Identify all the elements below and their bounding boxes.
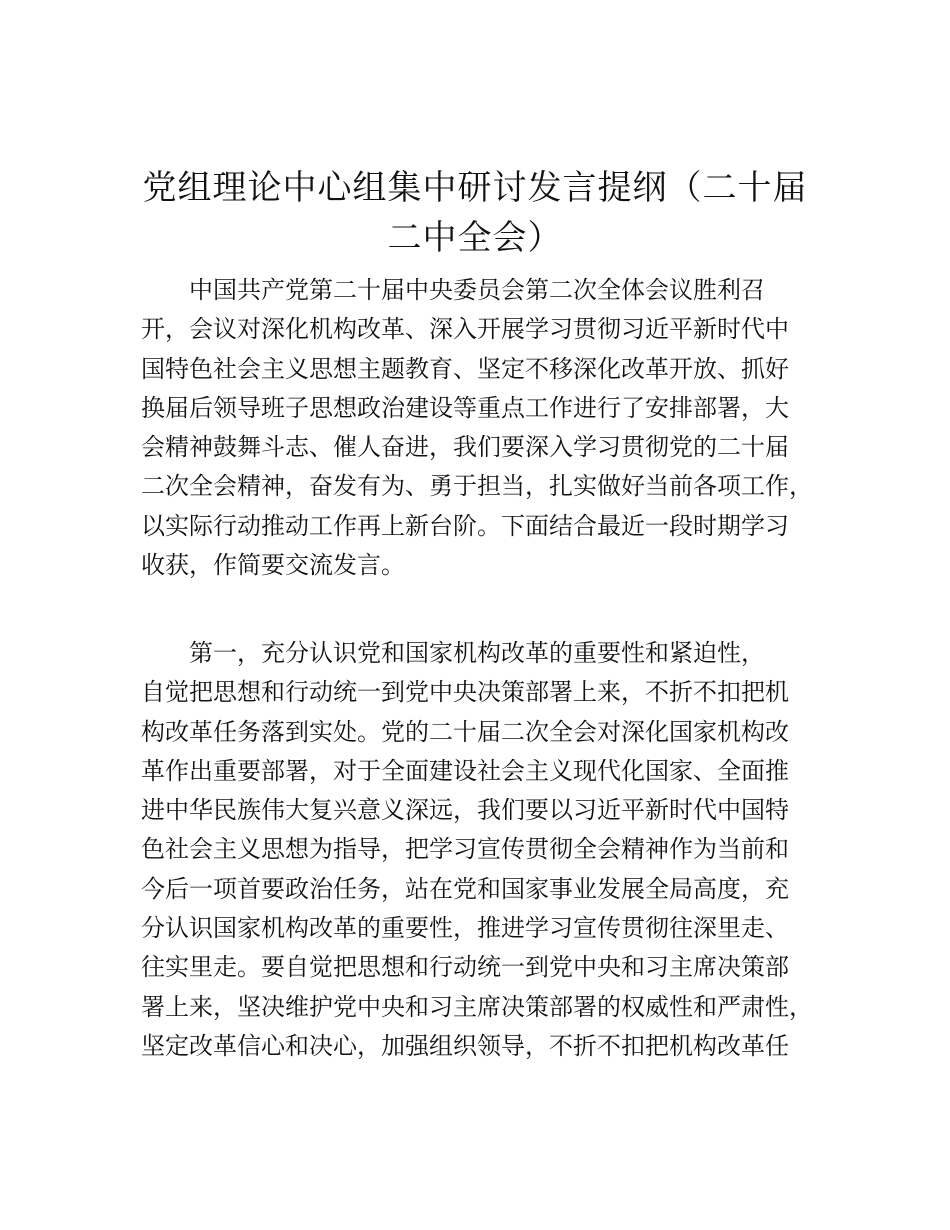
- paragraph-line: 色社会主义思想为指导，把学习宣传贯彻全会精神作为当前和: [141, 835, 789, 864]
- paragraph-line: 分认识国家机构改革的重要性，推进学习宣传贯彻往深里走、: [141, 914, 789, 943]
- paragraph-line: 往实里走。要自觉把思想和行动统一到党中央和习主席决策部: [141, 953, 789, 982]
- paragraph-line: 进中华民族伟大复兴意义深远，我们要以习近平新时代中国特: [141, 796, 789, 825]
- title-line-2: 二中全会）: [387, 217, 563, 258]
- paragraph-line: 以实际行动推动工作再上新台阶。下面结合最近一段时期学习: [141, 511, 789, 540]
- paragraph-line: 开，会议对深化机构改革、深入开展学习贯彻习近平新时代中: [141, 315, 789, 344]
- paragraph-line: 换届后领导班子思想政治建设等重点工作进行了安排部署，大: [141, 393, 789, 422]
- document-title: [120, 163, 830, 263]
- paragraph-first-point: [141, 634, 841, 1066]
- paragraph-line: 构改革任务落到实处。党的二十届二次全会对深化国家机构改: [141, 717, 789, 746]
- paragraph-line: 今后一项首要政治任务，站在党和国家事业发展全局高度，充: [141, 874, 789, 903]
- paragraph-line: 革作出重要部署，对于全面建设社会主义现代化国家、全面推: [141, 756, 789, 785]
- paragraph-intro: [141, 271, 841, 585]
- paragraph-line: 自觉把思想和行动统一到党中央决策部署上来，不折不扣把机: [141, 678, 789, 707]
- paragraph-line: 二次全会精神，奋发有为、勇于担当，扎实做好当前各项工作，: [141, 472, 813, 501]
- paragraph-line: 国特色社会主义思想主题教育、坚定不移深化改革开放、抓好: [141, 354, 789, 383]
- paragraph-line: 第一，充分认识党和国家机构改革的重要性和紧迫性，: [189, 639, 765, 667]
- title-line-1: 党组理论中心组集中研讨发言提纲（二十届: [142, 167, 808, 208]
- paragraph-line: 坚定改革信心和决心，加强组织领导，不折不扣把机构改革任: [141, 1031, 789, 1060]
- paragraph-line: 署上来，坚决维护党中央和习主席决策部署的权威性和严肃性，: [141, 992, 813, 1021]
- paragraph-line: 会精神鼓舞斗志、催人奋进，我们要深入学习贯彻党的二十届: [141, 433, 789, 462]
- paragraph-line: 中国共产党第二十届中央委员会第二次全体会议胜利召: [189, 276, 765, 304]
- paragraph-line: 收获，作简要交流发言。: [141, 551, 405, 580]
